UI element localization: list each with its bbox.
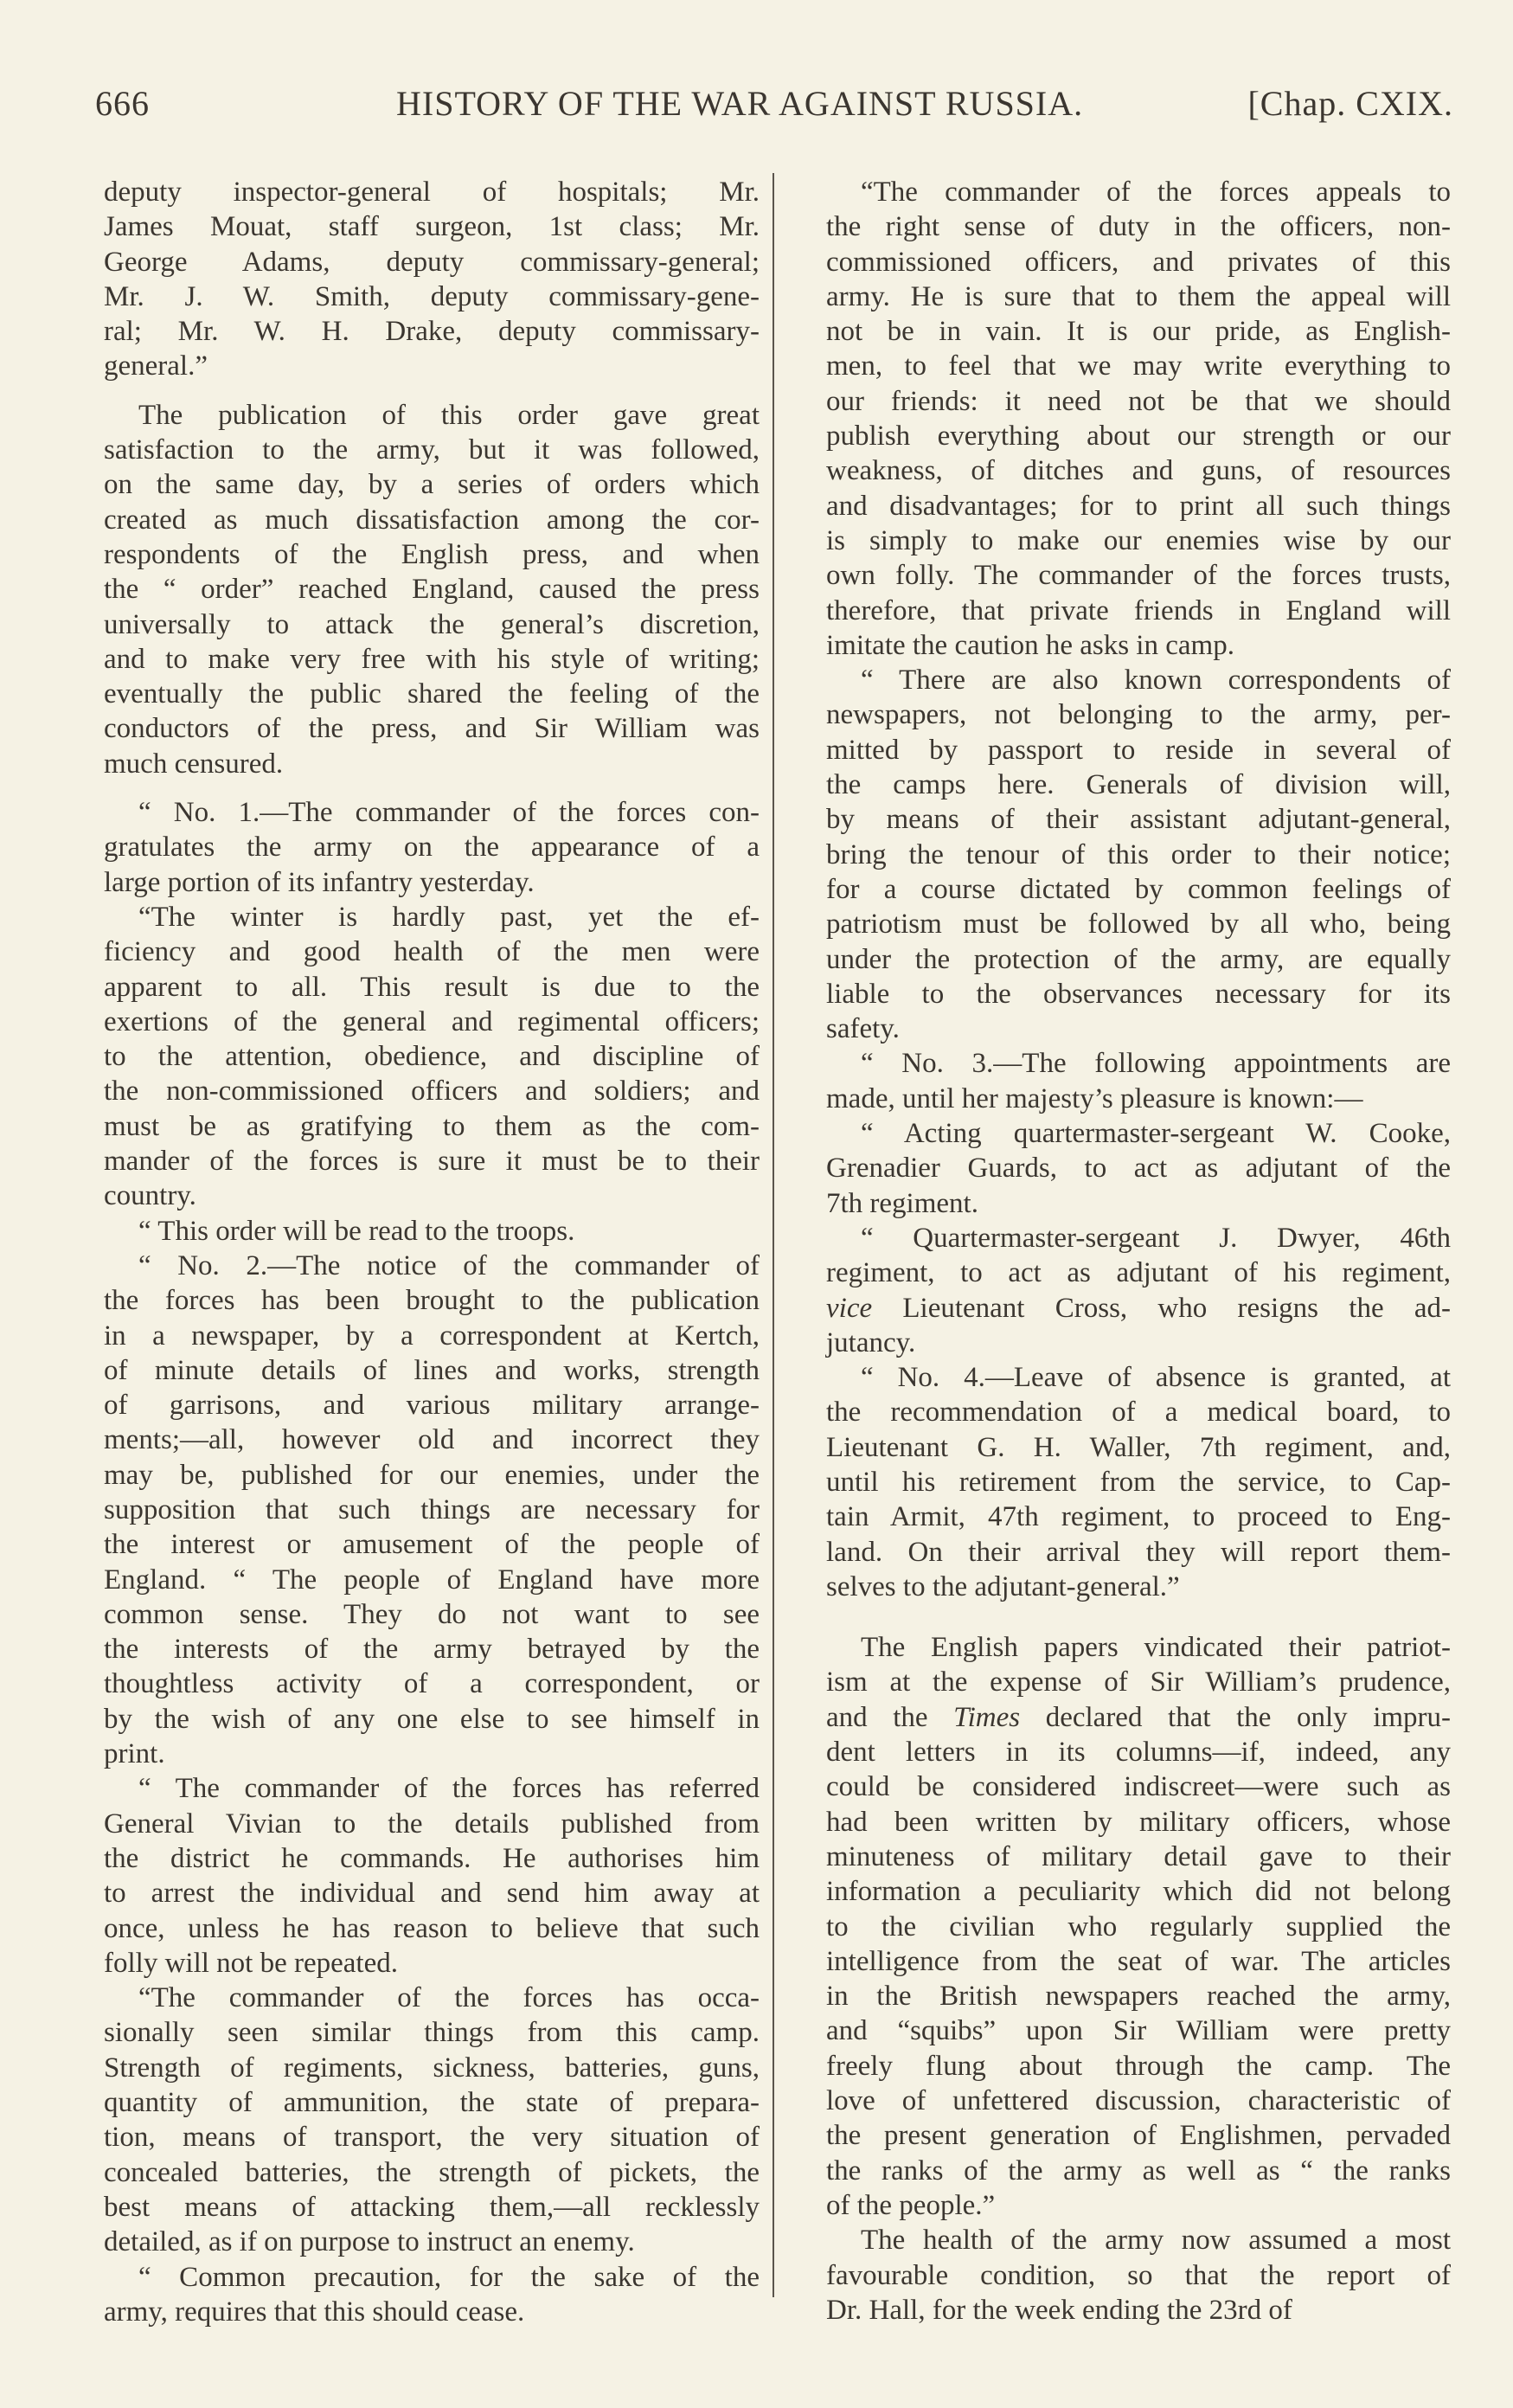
text-line: under the protection of the army, are equally: [826, 943, 1451, 975]
text-line: The publication of this order gave great: [138, 399, 760, 431]
text-line: general.”: [104, 350, 208, 382]
text-line: the interest or amusement of the people of: [104, 1529, 760, 1561]
paragraph: [104, 175, 760, 384]
column-divider: [773, 173, 774, 2297]
text-line: concealed batteries, the strength of pickets, the: [104, 2156, 760, 2188]
text-line: England. “ The people of England have more: [104, 1564, 760, 1596]
text-line: [826, 1700, 1451, 1735]
text-line: to arrest the individual and send him away at: [104, 1878, 760, 1910]
text-line: “ No. 1.—The commander of the forces con-: [138, 797, 760, 829]
text-line: patriotism must be followed by all who, being: [826, 909, 1451, 941]
text-line: conductors of the press, and Sir William was: [104, 713, 760, 745]
paragraph: [826, 663, 1451, 1046]
text-line: detailed, as if on purpose to instruct an enemy.: [104, 2226, 635, 2258]
text-line: the ranks of the army as well as “ the ranks: [826, 2154, 1451, 2186]
text-line: information a peculiarity which did not belong: [826, 1876, 1451, 1908]
paragraph: [104, 795, 760, 900]
text-line: the camps here. Generals of division will,: [826, 769, 1451, 801]
text-line: by means of their assistant adjutant-general,: [826, 804, 1451, 836]
text-line: commissioned officers, and privates of this: [826, 246, 1451, 278]
text-line: could be considered indiscreet—were such as: [826, 1771, 1451, 1803]
text-line: dent letters in its columns—if, indeed, any: [826, 1737, 1451, 1769]
text-line: much censured.: [104, 748, 284, 780]
text-line: is simply to make our enemies wise by our: [826, 524, 1451, 556]
text-line: respondents of the English press, and when: [104, 538, 760, 570]
text-line: not be in vain. It is our pride, as English-: [826, 316, 1451, 348]
paragraph: [104, 1981, 760, 2259]
paragraph: [104, 1771, 760, 1981]
text-line: tion, means of transport, the very situation of: [104, 2122, 760, 2154]
text-line: large portion of its infantry yesterday.: [104, 866, 535, 898]
text-line: mander of the forces is sure it must be to their: [104, 1146, 760, 1178]
text-line: created as much dissatisfaction among the cor-: [104, 504, 760, 536]
paragraph: [826, 1630, 1451, 2223]
text-line: ficiency and good health of the men were: [104, 936, 760, 968]
text-line: had been written by military officers, whose: [826, 1806, 1451, 1838]
text-line: the “ order” reached England, caused the press: [104, 574, 760, 606]
paragraph: [826, 2223, 1451, 2328]
text-line: country.: [104, 1180, 196, 1212]
text-line: love of unfettered discussion, characteristic of: [826, 2085, 1451, 2117]
text-line: men, to feel that we may write everything to: [826, 350, 1451, 382]
text-line: “The commander of the forces has occa-: [138, 1982, 760, 2014]
text-line: favourable condition, so that the report of: [826, 2259, 1451, 2291]
text-line: exertions of the general and regimental officers;: [104, 1005, 760, 1037]
paragraph: [104, 2260, 760, 2330]
text-line: the forces has been brought to the publication: [104, 1285, 760, 1317]
paragraph: [104, 1249, 760, 1771]
text-line: James Mouat, staff surgeon, 1st class; Mr.: [104, 211, 760, 243]
text-line: in the British newspapers reached the army,: [826, 1981, 1451, 2013]
text-line: folly will not be repeated.: [104, 1947, 398, 1979]
text-line: mitted by passport to reside in several of: [826, 734, 1451, 766]
text-line: deputy inspector-general of hospitals; Mr.: [104, 177, 760, 208]
text-line: liable to the observances necessary for its: [826, 978, 1451, 1010]
text-line: “ Acting quartermaster-sergeant W. Cooke,: [861, 1118, 1451, 1150]
paragraph: [826, 1116, 1451, 1221]
text-line: tain Armit, 47th regiment, to proceed to Eng-: [826, 1501, 1451, 1533]
text-line: the district he commands. He authorises him: [104, 1842, 760, 1874]
text-line: “ This order will be read to the troops.: [138, 1215, 575, 1247]
text-line: “ Common precaution, for the sake of the: [138, 2261, 760, 2293]
text-line: army. He is sure that to them the appeal will: [826, 280, 1451, 312]
text-line: minuteness of military detail gave to their: [826, 1840, 1451, 1872]
text-line: “The commander of the forces appeals to: [861, 177, 1451, 208]
text-line: made, until her majesty’s pleasure is known:—: [826, 1082, 1363, 1114]
text-line: jutancy.: [826, 1326, 916, 1358]
text-line: “ The commander of the forces has referred: [138, 1773, 760, 1805]
text-line: the interests of the army betrayed by the: [104, 1634, 760, 1666]
text-line: satisfaction to the army, but it was followed,: [104, 434, 760, 466]
text-line: the right sense of duty in the officers, non-: [826, 211, 1451, 243]
text-line: ments;—all, however old and incorrect they: [104, 1424, 760, 1456]
text-line: “ No. 2.—The notice of the commander of: [138, 1249, 760, 1281]
running-title: HISTORY OF THE WAR AGAINST RUSSIA.: [396, 84, 1084, 123]
text-line: George Adams, deputy commissary-general;: [104, 246, 760, 278]
text-line: 7th regiment.: [826, 1187, 978, 1219]
text-line: ral; Mr. W. H. Drake, deputy commissary-: [104, 316, 760, 348]
text-line: selves to the adjutant-general.”: [826, 1570, 1180, 1602]
running-head: [95, 83, 1453, 132]
text-line: Dr. Hall, for the week ending the 23rd of: [826, 2294, 1292, 2326]
paragraph: [826, 1221, 1451, 1360]
text-segment: and the: [826, 1701, 954, 1733]
paragraph: [826, 175, 1451, 663]
text-line: Grenadier Guards, to act as adjutant of the: [826, 1153, 1451, 1185]
text-line: by the wish of any one else to see himself in: [104, 1703, 760, 1735]
text-line: quantity of ammunition, the state of prepara-: [104, 2087, 760, 2119]
text-line: safety.: [826, 1013, 900, 1045]
paragraph: [826, 1046, 1451, 1116]
text-line: “ Quartermaster-sergeant J. Dwyer, 46th: [861, 1222, 1451, 1254]
text-segment: Lieutenant Cross, who resigns the ad-: [872, 1292, 1451, 1324]
text-line: own folly. The commander of the forces trusts,: [826, 560, 1451, 592]
text-line: of garrisons, and various military arrange-: [104, 1390, 760, 1422]
right-column: [826, 175, 1451, 2328]
text-line: thoughtless activity of a correspondent, or: [104, 1668, 760, 1700]
page-number: 666: [95, 84, 150, 123]
text-line: to the civilian who regularly supplied the: [826, 1910, 1451, 1942]
text-line: and disadvantages; for to print all such things: [826, 490, 1451, 522]
text-line: imitate the caution he asks in camp.: [826, 629, 1234, 661]
text-line: for a course dictated by common feelings of: [826, 873, 1451, 905]
text-line: “ No. 4.—Leave of absence is granted, at: [861, 1362, 1451, 1394]
text-line: therefore, that private friends in England will: [826, 594, 1451, 626]
text-line: common sense. They do not want to see: [104, 1598, 760, 1630]
text-line: print.: [104, 1738, 165, 1770]
text-line: universally to attack the general’s discretion,: [104, 608, 760, 640]
paragraph: [104, 900, 760, 1214]
text-line: best means of attacking them,—all recklessly: [104, 2191, 760, 2223]
text-line: eventually the public shared the feeling of the: [104, 678, 760, 710]
text-line: and to make very free with his style of writing;: [104, 643, 760, 675]
text-line: army, requires that this should cease.: [104, 2296, 525, 2328]
text-line: until his retirement from the service, to Cap-: [826, 1466, 1451, 1498]
text-line: General Vivian to the details published from: [104, 1808, 760, 1840]
text-line: intelligence from the seat of war. The articles: [826, 1945, 1451, 1977]
text-line: supposition that such things are necessary for: [104, 1493, 760, 1525]
text-line: in a newspaper, by a correspondent at Kertch,: [104, 1320, 760, 1352]
text-line: apparent to all. This result is due to the: [104, 971, 760, 1003]
text-line: “ No. 3.—The following appointments are: [861, 1048, 1451, 1080]
text-line: “ There are also known correspondents of: [861, 665, 1451, 697]
text-line: ism at the expense of Sir William’s prudence,: [826, 1666, 1451, 1698]
text-line: the non-commissioned officers and soldiers; and: [104, 1076, 760, 1108]
chapter-label: [Chap. CXIX.: [1247, 84, 1453, 123]
left-column: [104, 175, 760, 2329]
text-line: sionally seen similar things from this camp.: [104, 2017, 760, 2049]
italic-text: vice: [826, 1292, 873, 1324]
text-line: on the same day, by a series of orders which: [104, 469, 760, 501]
paragraph: [104, 398, 760, 781]
text-line: weakness, of ditches and guns, of resources: [826, 455, 1451, 487]
text-line: gratulates the army on the appearance of a: [104, 832, 760, 864]
text-segment: declared that the only impru-: [1020, 1701, 1452, 1733]
text-line: once, unless he has reason to believe that such: [104, 1912, 760, 1944]
text-line: of the people.”: [826, 2189, 996, 2221]
text-line: to the attention, obedience, and discipline of: [104, 1041, 760, 1073]
text-line: The English papers vindicated their patriot-: [861, 1632, 1451, 1664]
text-line: “The winter is hardly past, yet the ef-: [138, 901, 760, 933]
text-line: may be, published for our enemies, under the: [104, 1459, 760, 1491]
text-line: bring the tenour of this order to their notice;: [826, 838, 1451, 870]
text-line: and “squibs” upon Sir William were pretty: [826, 2015, 1451, 2047]
text-line: must be as gratifying to them as the com-: [104, 1110, 760, 1142]
text-line: land. On their arrival they will report them-: [826, 1536, 1451, 1568]
text-line: Strength of regiments, sickness, batteries, guns,: [104, 2052, 760, 2084]
text-line: our friends: it need not be that we should: [826, 385, 1451, 417]
text-line: of minute details of lines and works, strength: [104, 1354, 760, 1386]
text-line: Lieutenant G. H. Waller, 7th regiment, and,: [826, 1431, 1451, 1463]
text-line: publish everything about our strength or our: [826, 421, 1451, 453]
text-line: regiment, to act as adjutant of his regiment,: [826, 1257, 1451, 1289]
text-line: [826, 1291, 1451, 1326]
paragraph: [826, 1360, 1451, 1604]
text-line: the present generation of Englishmen, pervaded: [826, 2120, 1451, 2152]
text-line: the recommendation of a medical board, to: [826, 1397, 1451, 1429]
paragraph: [104, 1214, 760, 1249]
italic-text: Times: [953, 1701, 1021, 1733]
text-line: The health of the army now assumed a most: [861, 2225, 1451, 2257]
text-line: freely flung about through the camp. The: [826, 2050, 1451, 2082]
text-line: newspapers, not belonging to the army, per-: [826, 699, 1451, 731]
text-line: Mr. J. W. Smith, deputy commissary-gene-: [104, 280, 760, 312]
